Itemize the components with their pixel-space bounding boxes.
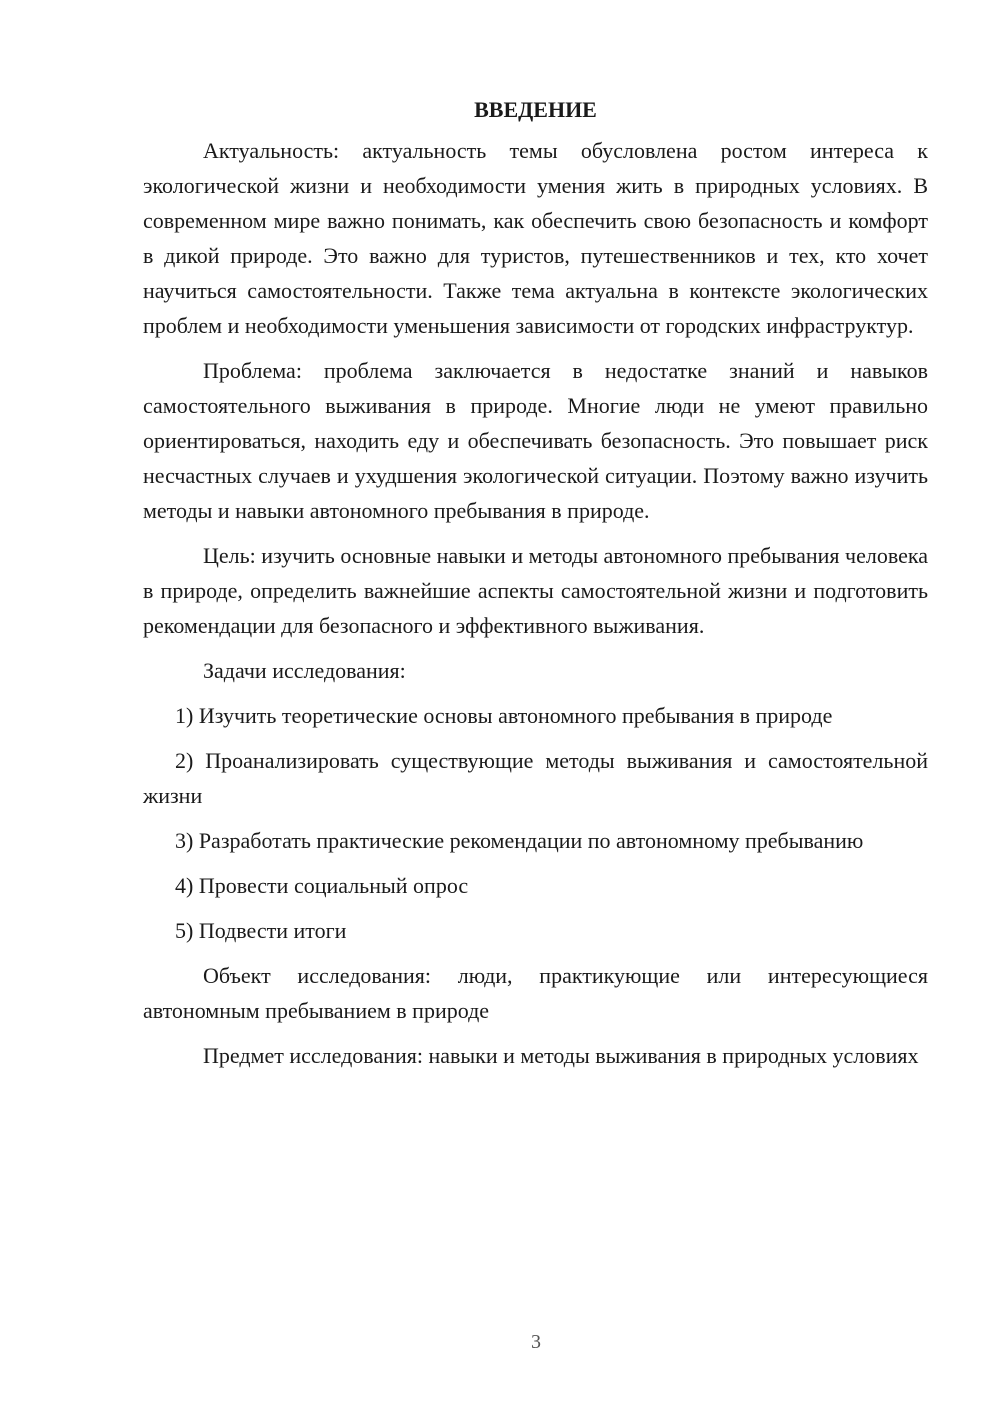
list-item: 5) Подвести итоги [175, 918, 347, 943]
list-item: 1) Изучить теоретические основы автономного пребывания в природе [175, 703, 833, 728]
subject-paragraph: Предмет исследования: навыки и методы выживания в природных условиях [203, 1043, 919, 1068]
page-title: ВВЕДЕНИЕ [474, 97, 597, 122]
page-number: 3 [531, 1331, 541, 1353]
list-item: 4) Провести социальный опрос [175, 873, 469, 898]
tasks-list [143, 698, 928, 948]
list-item: 3) Разработать практические рекомендации по автономному пребыванию [175, 828, 864, 853]
list-item: 2) Проанализировать существующие методы выживания и самостоятельной жизни [143, 748, 928, 808]
object-paragraph: Объект исследования: люди, практикующие или интересующиеся автономным пребыванием в природе [143, 963, 928, 1023]
tasks-heading: Задачи исследования: [203, 658, 406, 683]
goal-paragraph: Цель: изучить основные навыки и методы автономного пребывания человека в природе, определить важнейшие аспекты самостоятельной жизни и подготовить рекомендации для безопасного и эффективного выживания. [143, 543, 928, 638]
problem-paragraph: Проблема: проблема заключается в недостатке знаний и навыков самостоятельного выживания в природе. Многие люди не умеют правильно ориентироваться, находить еду и обеспечивать безопасность. Это повышает риск несчастных случаев и ухудшения экологической ситуации. Поэтому важно изучить методы и навыки автономного пребывания в природе. [143, 358, 928, 523]
relevance-paragraph: Актуальность: актуальность темы обусловлена ростом интереса к экологической жизни и необходимости умения жить в природных условиях. В современном мире важно понимать, как обеспечить свою безопасность и комфорт в дикой природе. Это важно для туристов, путешественников и тех, кто хочет научиться самостоятельности. Также тема актуальна в контексте экологических проблем и необходимости уменьшения зависимости от городских инфраструктур. [143, 138, 928, 338]
document-page [143, 92, 928, 1083]
